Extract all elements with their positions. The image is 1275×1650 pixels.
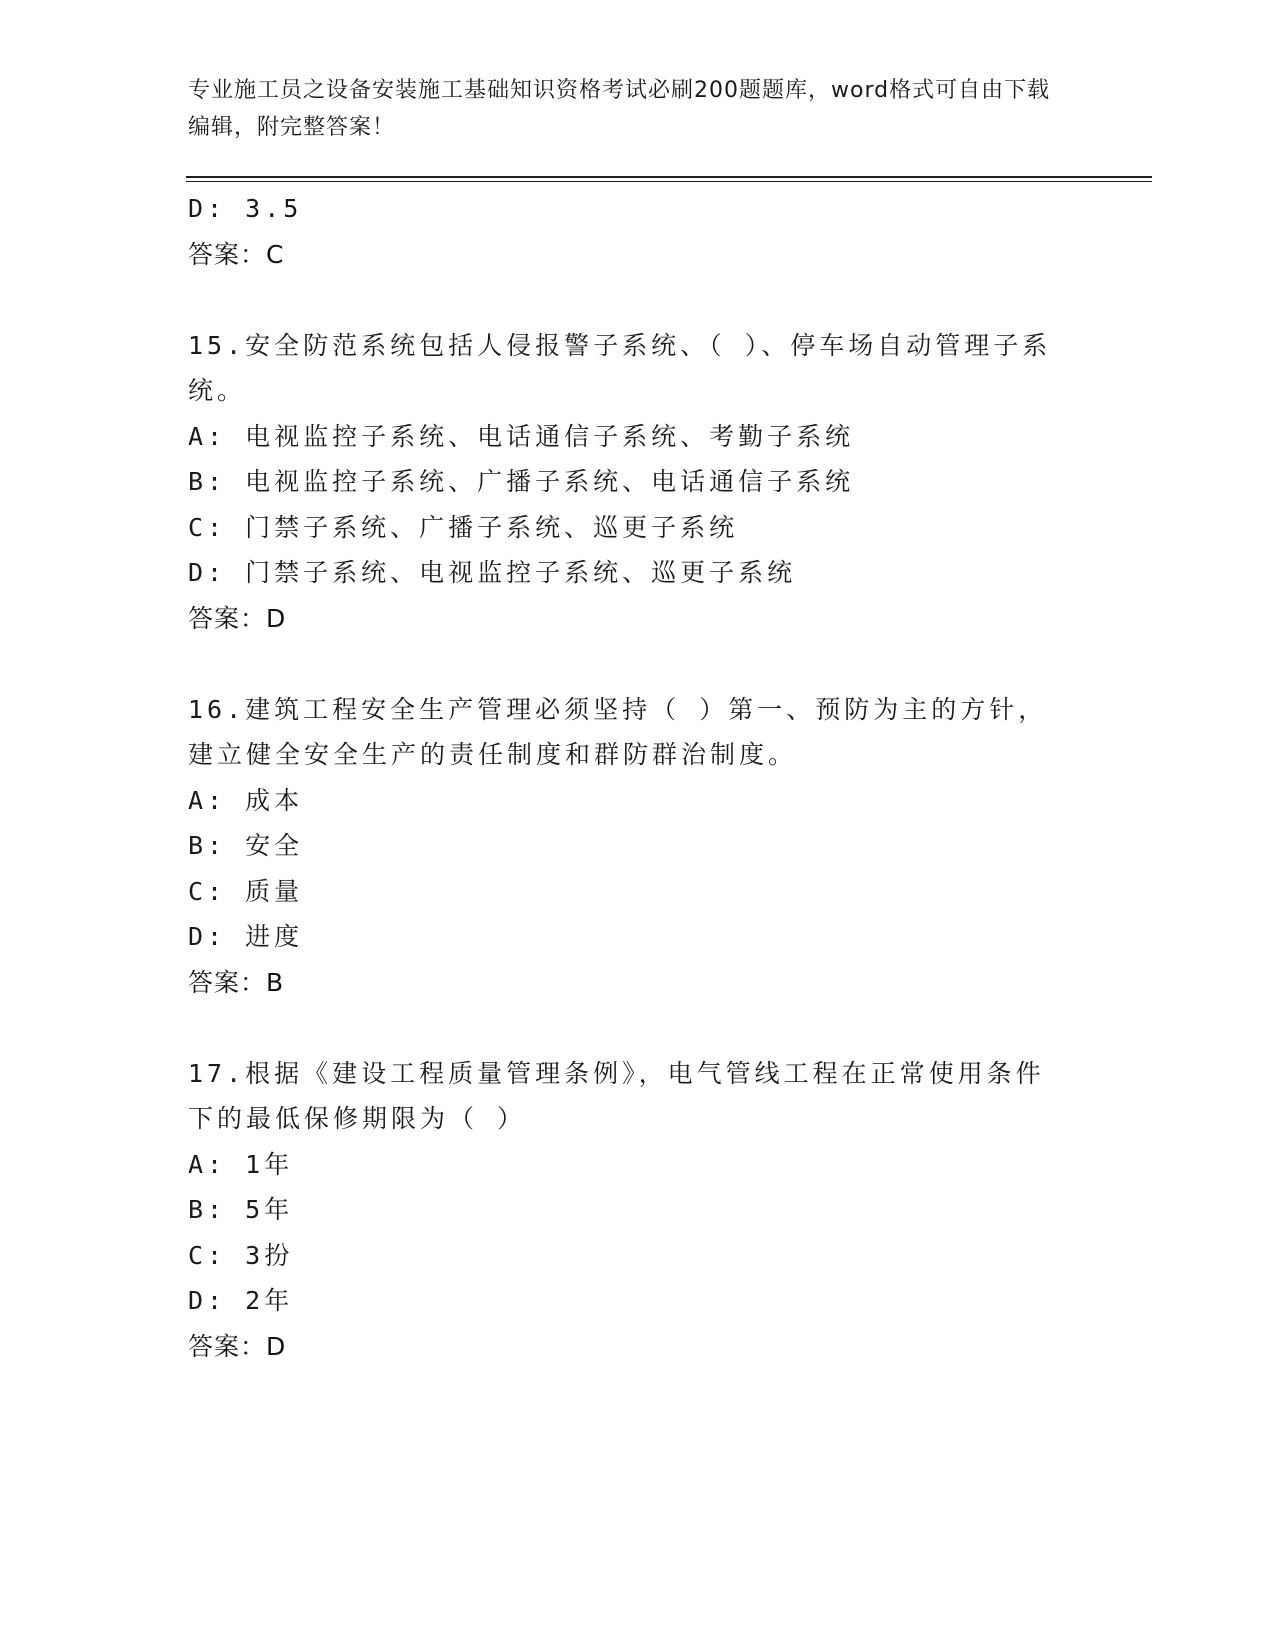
answer-line: 答案：D: [188, 1331, 287, 1361]
question-16: [188, 687, 1088, 1006]
question-17: [188, 1051, 1088, 1370]
option-d: D: 门禁子系统、电视监控子系统、巡更子系统: [188, 558, 797, 587]
option-d: D: 进度: [188, 922, 304, 951]
question-stem: 16.建筑工程安全生产管理必须坚持（ ）第一、预防为主的方针，建立健全安全生产的责任制度和群防群治制度。: [188, 694, 1048, 769]
question-15: [188, 323, 1088, 642]
option-a: A: 电视监控子系统、电话通信子系统、考勤子系统: [188, 421, 855, 451]
question-stem: 17.根据《建设工程质量管理条例》，电气管线工程在正常使用条件下的最低保修期限为（ ）: [188, 1058, 1045, 1133]
question-stem: 15.安全防范系统包括人侵报警子系统、（ ）、停车场自动管理子系统。: [188, 330, 1052, 405]
document-header: [188, 72, 1068, 146]
carryover-option-d: D: 3.5: [188, 194, 303, 223]
spacer: [188, 277, 1088, 323]
carryover-answer: 答案：C: [188, 239, 285, 269]
header-title: 专业施工员之设备安装施工基础知识资格考试必刷200题题库，word格式可自由下载编辑，附完整答案！: [188, 78, 1051, 140]
option-b: B: 5年: [188, 1195, 294, 1224]
option-b: B: 安全: [188, 831, 304, 860]
option-a: A: 成本: [188, 785, 304, 815]
header-rule-thick: [186, 176, 1152, 178]
option-c: C: 3扮: [188, 1240, 294, 1270]
option-b: B: 电视监控子系统、广播子系统、电话通信子系统: [188, 467, 855, 496]
spacer: [188, 641, 1088, 687]
option-c: C: 门禁子系统、广播子系统、巡更子系统: [188, 512, 739, 542]
spacer: [188, 1005, 1088, 1051]
answer-line: 答案：B: [188, 967, 285, 997]
answer-line: 答案：D: [188, 603, 287, 633]
option-c: C: 质量: [188, 876, 304, 906]
option-d: D: 2年: [188, 1286, 294, 1315]
option-a: A: 1年: [188, 1149, 294, 1179]
document-body: [188, 186, 1088, 1369]
header-rule-thin: [186, 181, 1152, 182]
